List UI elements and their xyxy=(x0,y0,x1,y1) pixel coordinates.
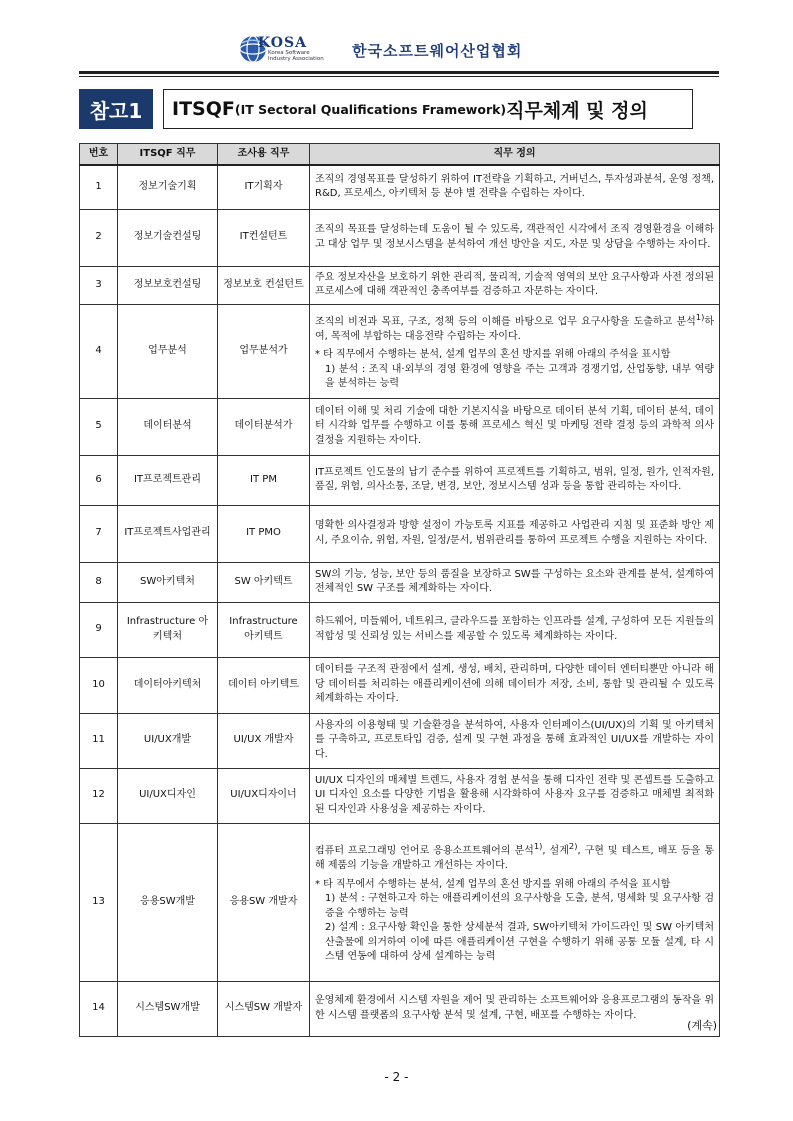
row-definition: UI/UX 디자인의 매체별 트렌드, 사용자 경험 분석을 통해 디자인 전략 및 콘셉트를 도출하고 UI 디자인 요소를 다양한 기법을 활용해 시각화하여 사용자 요구를 검증하고 매체별 최적화된 디자인과 사용성을 제공하는 자이다. xyxy=(310,768,720,823)
row-itsqf: IT프로젝트사업관리 xyxy=(118,505,218,562)
page-header xyxy=(0,0,793,78)
row-itsqf: UI/UX디자인 xyxy=(118,768,218,823)
row-definition xyxy=(310,304,720,398)
note-text: * 타 직무에서 수행하는 분석, 설계 업무의 혼선 방지를 위해 아래의 주석을 표시함 xyxy=(315,878,671,890)
header-definition: 직무 정의 xyxy=(310,144,720,166)
row-survey: IT PM xyxy=(218,455,310,505)
row-survey: 데이터분석가 xyxy=(218,398,310,455)
row-no: 5 xyxy=(80,398,118,455)
title-paren: (IT Sectoral Qualifications Framework) xyxy=(234,101,507,117)
row-itsqf: IT프로젝트관리 xyxy=(118,455,218,505)
footnote-marker: 1) xyxy=(695,312,705,323)
row-survey: 응용SW 개발자 xyxy=(218,823,310,981)
note-text: * 타 직무에서 수행하는 분석, 설계 업무의 혼선 방지를 위해 아래의 주석을 표시함 xyxy=(315,349,671,361)
row-no: 7 xyxy=(80,505,118,562)
row-no: 1 xyxy=(80,165,118,209)
row-no: 14 xyxy=(80,981,118,1036)
row-survey: IT컨설턴트 xyxy=(218,209,310,266)
row-no: 3 xyxy=(80,266,118,304)
row-definition: SW의 기능, 성능, 보안 등의 품질을 보장하고 SW를 구성하는 요소와 관계를 분석, 설계하여 전체적인 SW 구조를 체계화하는 자이다. xyxy=(310,562,720,602)
table-row xyxy=(80,455,720,505)
definition-part: 하여, 목적에 부합하는 대응전략 수립하는 자이다. xyxy=(315,316,714,342)
row-survey: IT PMO xyxy=(218,505,310,562)
row-itsqf: Infrastructure 아키텍처 xyxy=(118,602,218,657)
row-itsqf: 정보보호컨설팅 xyxy=(118,266,218,304)
table-row xyxy=(80,768,720,823)
table-row xyxy=(80,304,720,398)
note-item: 1) 분석 : 조직 내·외부의 경영 환경에 영향을 주는 고객과 경쟁기업, 산업동향, 내부 역량을 분석하는 능력 xyxy=(325,363,714,390)
row-no: 4 xyxy=(80,304,118,398)
row-no: 8 xyxy=(80,562,118,602)
logo-sub-2: Industry Association xyxy=(268,56,324,62)
row-definition: 조직의 경영목표를 달성하기 위하여 IT전략을 기획하고, 거버넌스, 투자성과분석, 운영 정책, R&D, 프로세스, 아키텍처 등 분야 별 전략을 수립하는 자이다. xyxy=(310,165,720,209)
footnote-marker: 2) xyxy=(568,841,578,852)
row-no: 11 xyxy=(80,713,118,768)
title-text xyxy=(163,89,693,129)
row-definition: IT프로젝트 인도물의 납기 준수를 위하여 프로젝트를 기획하고, 범위, 일정, 원가, 인적자원, 품질, 위험, 의사소통, 조달, 변경, 보안, 정보시스템 성과 등을 통합 관리하는 자이다. xyxy=(310,455,720,505)
row-definition: 조직의 목표를 달성하는데 도움이 될 수 있도록, 객관적인 시각에서 조직 경영환경을 이해하고 대상 업무 및 정보시스템을 분석하여 개선 방안을 지도, 자문 및 상담을 수행하는 자이다. xyxy=(310,209,720,266)
row-definition xyxy=(310,823,720,981)
row-definition: 데이터를 구조적 관점에서 설계, 생성, 배치, 관리하며, 다양한 데이터 엔터티뿐만 아니라 해당 데이터를 처리하는 애플리케이션에 의해 데이터가 저장, 소비, 통합 및 관리될 수 있도록 체계화하는 자이다. xyxy=(310,657,720,713)
footnote-marker: 1) xyxy=(533,841,543,852)
row-definition: 데이터 이해 및 처리 기술에 대한 기본지식을 바탕으로 데이터 분석 기획, 데이터 분석, 데이터 시각화 업무를 수행하고 이를 통해 프로세스 혁신 및 마케팅 전략 결정 등의 과학적 의사결정을 지원하는 자이다. xyxy=(310,398,720,455)
table-row xyxy=(80,165,720,209)
note-item: 1) 분석 : 구현하고자 하는 애플리케이션의 요구사항을 도출, 분석, 명세화 및 요구사항 검증을 수행하는 능력 xyxy=(325,893,714,919)
row-survey: 시스템SW 개발자 xyxy=(218,981,310,1036)
row-no: 12 xyxy=(80,768,118,823)
row-definition: 사용자의 이용형태 및 기술환경을 분석하여, 사용자 인터페이스(UI/UX)의 기획 및 아키텍처를 구축하고, 프로토타입 검증, 설계 및 구현 과정을 통해 효과적인 UI/UX를 개발하는 자이다. xyxy=(310,713,720,768)
row-no: 10 xyxy=(80,657,118,713)
row-survey: Infrastructure 아키텍트 xyxy=(218,602,310,657)
header-rule-thick xyxy=(79,71,719,74)
title-prefix: ITSQF xyxy=(172,98,235,120)
row-survey: IT기획자 xyxy=(218,165,310,209)
row-survey: UI/UX 개발자 xyxy=(218,713,310,768)
section-title xyxy=(79,89,719,129)
definition-part: 조직의 비전과 목표, 구조, 정책 등의 이해를 바탕으로 업무 요구사항을 도출하고 분석 xyxy=(315,316,696,328)
logo-sub-1: Korea Software xyxy=(268,50,310,56)
table-row xyxy=(80,209,720,266)
row-definition: 하드웨어, 미들웨어, 네트워크, 클라우드를 포함하는 인프라를 설계, 구성하여 모든 지원들의 적합성 및 신뢰성 있는 서비스를 제공할 수 있도록 체계화하는 자이다. xyxy=(310,602,720,657)
definition-part: , 설계 xyxy=(542,845,569,857)
definition-text xyxy=(315,839,714,873)
row-itsqf: 시스템SW개발 xyxy=(118,981,218,1036)
table-header-row xyxy=(80,144,720,166)
row-no: 13 xyxy=(80,823,118,981)
row-itsqf: UI/UX개발 xyxy=(118,713,218,768)
table-row xyxy=(80,266,720,304)
row-survey: 정보보호 컨설턴트 xyxy=(218,266,310,304)
definition-part: 컴퓨터 프로그래밍 언어로 응용소프트웨어의 분석 xyxy=(315,845,534,857)
continued-label: (계속) xyxy=(687,1019,717,1032)
table-row xyxy=(80,981,720,1036)
table-row xyxy=(80,602,720,657)
table-row xyxy=(80,823,720,981)
table-row xyxy=(80,398,720,455)
row-survey: 데이터 아키텍트 xyxy=(218,657,310,713)
row-definition: 운영체제 환경에서 시스템 자원을 제어 및 관리하는 소프트웨어와 응용프로그램의 동작을 위한 시스템 플랫폼의 요구사항 분석 및 설계, 구현, 배포를 수행하는 자이다. xyxy=(310,981,720,1036)
table-row xyxy=(80,713,720,768)
page-number: - 2 - xyxy=(384,1070,409,1084)
table-row xyxy=(80,562,720,602)
table-row xyxy=(80,505,720,562)
row-itsqf: 업무분석 xyxy=(118,304,218,398)
definition-part: , 구현 및 테스트, 배포 등을 통해 제품의 기능을 개발하고 개선하는 자이다. xyxy=(315,845,715,872)
row-no: 9 xyxy=(80,602,118,657)
row-survey: UI/UX디자이너 xyxy=(218,768,310,823)
row-itsqf: 응용SW개발 xyxy=(118,823,218,981)
row-no: 2 xyxy=(80,209,118,266)
header-rule-thin xyxy=(79,76,719,77)
kosa-logo xyxy=(258,36,324,62)
row-no: 6 xyxy=(80,455,118,505)
row-definition: 주요 정보자산을 보호하기 위한 관리적, 물리적, 기술적 영역의 보안 요구사항과 사전 정의된 프로세스에 대해 객관적인 충족여부를 검증하고 자문하는 자이다. xyxy=(310,266,720,304)
row-itsqf: 데이터아키텍처 xyxy=(118,657,218,713)
header-survey: 조사용 직무 xyxy=(218,144,310,166)
title-badge: 참고1 xyxy=(79,89,153,129)
row-itsqf: 정보기술컨설팅 xyxy=(118,209,218,266)
row-survey: SW 아키텍트 xyxy=(218,562,310,602)
org-name: 한국소프트웨어산업협회 xyxy=(352,42,523,60)
row-itsqf: 데이터분석 xyxy=(118,398,218,455)
row-definition: 명확한 의사결정과 방향 설정이 가능토록 지표를 제공하고 사업관리 지침 및 표준화 방안 제시, 주요이슈, 위험, 자원, 일정/문서, 범위관리를 통하여 프로젝트 수행을 지원하는 자이다. xyxy=(310,505,720,562)
definition-text xyxy=(315,310,714,344)
logo-text: KOSA xyxy=(258,35,307,51)
job-definition-table xyxy=(79,143,720,1037)
header-itsqf: ITSQF 직무 xyxy=(118,144,218,166)
table-row xyxy=(80,657,720,713)
row-survey: 업무분석가 xyxy=(218,304,310,398)
row-itsqf: 정보기술기획 xyxy=(118,165,218,209)
note-item: 2) 설계 : 요구사항 확인을 통한 상세분석 결과, SW아키텍처 가이드라인 및 SW 아키텍처 산출물에 의거하여 이에 따른 애플리케이션 구현을 수행하기 위해 공통 모듈 설계, 타 시스템 연동에 대하여 상세 설계하는 능력 xyxy=(325,922,714,963)
row-itsqf: SW아키텍처 xyxy=(118,562,218,602)
title-suffix: 직무체계 및 정의 xyxy=(506,99,648,122)
header-no: 번호 xyxy=(80,144,118,166)
